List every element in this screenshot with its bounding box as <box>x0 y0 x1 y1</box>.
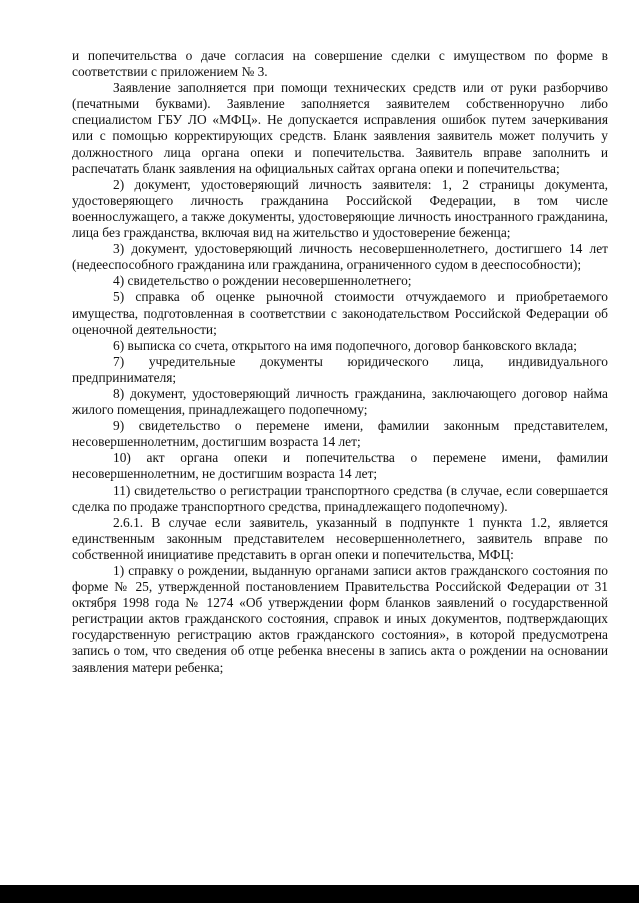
list-item-8: 8) документ, удостоверяющий личность гражданина, заключающего договор найма жилого помещения, принадлежащего подопечному; <box>72 385 608 418</box>
list-item-5: 5) справка об оценке рыночной стоимости отчуждаемого и приобретаемого имущества, подготовленная в соответствии с законодательством Российской Федерации об оценочной деятельности; <box>72 289 608 337</box>
paragraph-continuation: и попечительства о даче согласия на совершение сделки с имуществом по форме в соответствии с приложением № 3. <box>72 48 608 80</box>
list-item-2: 2) документ, удостоверяющий личность заявителя: 1, 2 страницы документа, удостоверяющего личность гражданина Российской Федерации, в том числе военнослужащего, а также документы, удостоверяющие личность иностранного гражданина, лица без гражданства, включая вид на жительство и удостоверение беженца; <box>72 176 608 241</box>
list-item-7: 7) учредительные документы юридического лица, индивидуального предпринимателя; <box>72 353 608 385</box>
scan-edge-bar <box>0 885 639 903</box>
list-item-11: 11) свидетельство о регистрации транспортного средства (в случае, если совершается сделка по продаже транспортного средства, принадлежащего подопечному). <box>72 482 608 514</box>
list-item-10: 10) акт органа опеки и попечительства о перемене имени, фамилии несовершеннолетним, не достигшим возраста 14 лет; <box>72 450 608 482</box>
list-item-9: 9) свидетельство о перемене имени, фамилии законным представителем, несовершеннолетним, достигшим возраста 14 лет; <box>72 418 608 450</box>
list-item-6: 6) выписка со счета, открытого на имя подопечного, договор банковского вклада; <box>113 337 577 353</box>
clause-2-6-1-item-1: 1) справку о рождении, выданную органами записи актов гражданского состояния по форме № 25, утвержденной постановлением Правительства Российской Федерации от 31 октября 1998 года № 1274 «Об утверждении форм бланков заявлений о государственной регистрации актов гражданского состояния, справок и иных документов, подтверждающих государственную регистрацию актов гражданского состояния», в которой предусмотрена запись о том, что сведения об отце ребенка внесены в запись акта о рождении на основании заявления матери ребенка; <box>72 563 608 675</box>
list-item-3: 3) документ, удостоверяющий личность несовершеннолетнего, достигшего 14 лет (недееспособного гражданина или гражданина, ограниченного судом в дееспособности); <box>72 241 608 273</box>
list-item-4: 4) свидетельство о рождении несовершеннолетнего; <box>113 273 412 289</box>
clause-2-6-1: 2.6.1. В случае если заявитель, указанный в подпункте 1 пункта 1.2, является единственным законным представителем несовершеннолетнего, заявитель вправе по собственной инициативе представить в орган опеки и попечительства, МФЦ: <box>72 514 608 562</box>
document-body <box>72 48 608 676</box>
paragraph-application-filling: Заявление заполняется при помощи технических средств или от руки разборчиво (печатными буквами). Заявление заполняется заявителем собственноручно либо специалистом ГБУ ЛО «МФЦ». Не допускается исправления ошибок путем зачеркивания или с помощью корректирующих средств. Бланк заявления заявитель может получить у должностного лица органа опеки и попечительства. Заявитель вправе заполнить и распечатать бланк заявления на официальных сайтах органа опеки и попечительства; <box>72 80 608 176</box>
